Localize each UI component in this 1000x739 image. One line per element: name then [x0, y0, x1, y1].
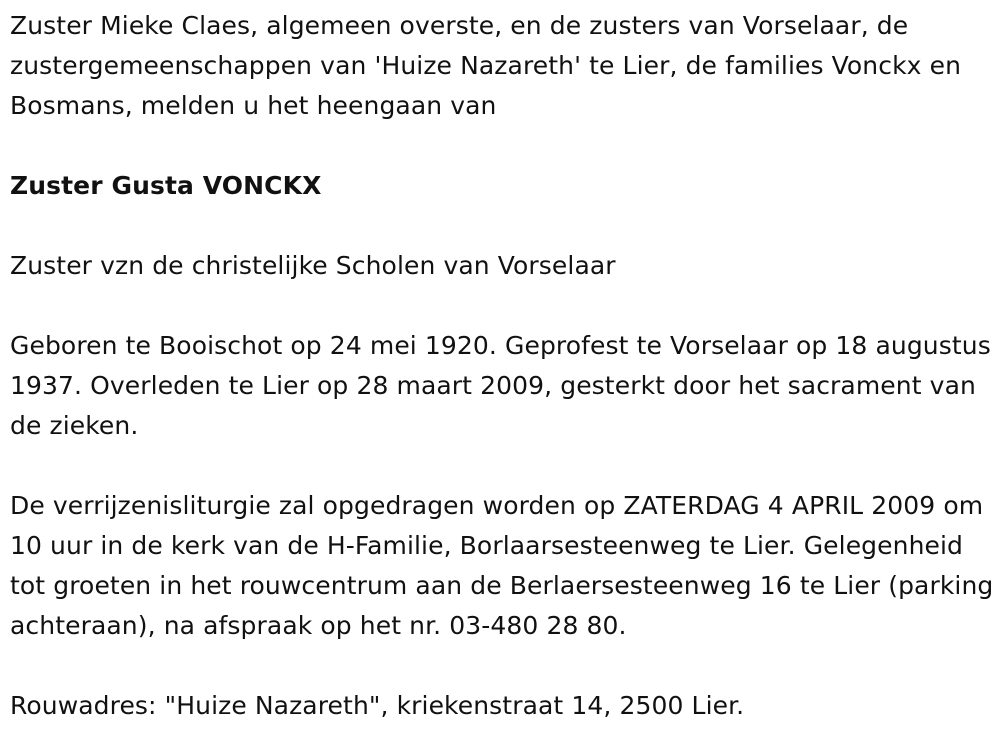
deceased-name: Zuster Gusta VONCKX [10, 171, 322, 200]
obituary-announcement [10, 6, 995, 726]
biography-paragraph: Geboren te Booischot op 24 mei 1920. Geprofest te Vorselaar op 18 augustus 1937. Overleden te Lier op 28 maart 2009, gesterkt door het sacrament van de zieken. [10, 331, 991, 440]
service-paragraph: De verrijzenisliturgie zal opgedragen worden op ZATERDAG 4 APRIL 2009 om 10 uur in de kerk van de H-Familie, Borlaarsesteenweg te Lier. Gelegenheid tot groeten in het rouwcentrum aan de Berlaersesteenweg 16 te Lier (parking achteraan), na afspraak op het nr. 03-480 28 80. [10, 491, 994, 640]
intro-paragraph: Zuster Mieke Claes, algemeen overste, en de zusters van Vorselaar, de zustergemeenschappen van 'Huize Nazareth' te Lier, de families Vonckx en Bosmans, melden u het heengaan van [10, 11, 962, 120]
mourning-address: Rouwadres: "Huize Nazareth", kriekenstraat 14, 2500 Lier. [10, 691, 745, 720]
affiliation-paragraph: Zuster vzn de christelijke Scholen van Vorselaar [10, 251, 616, 280]
